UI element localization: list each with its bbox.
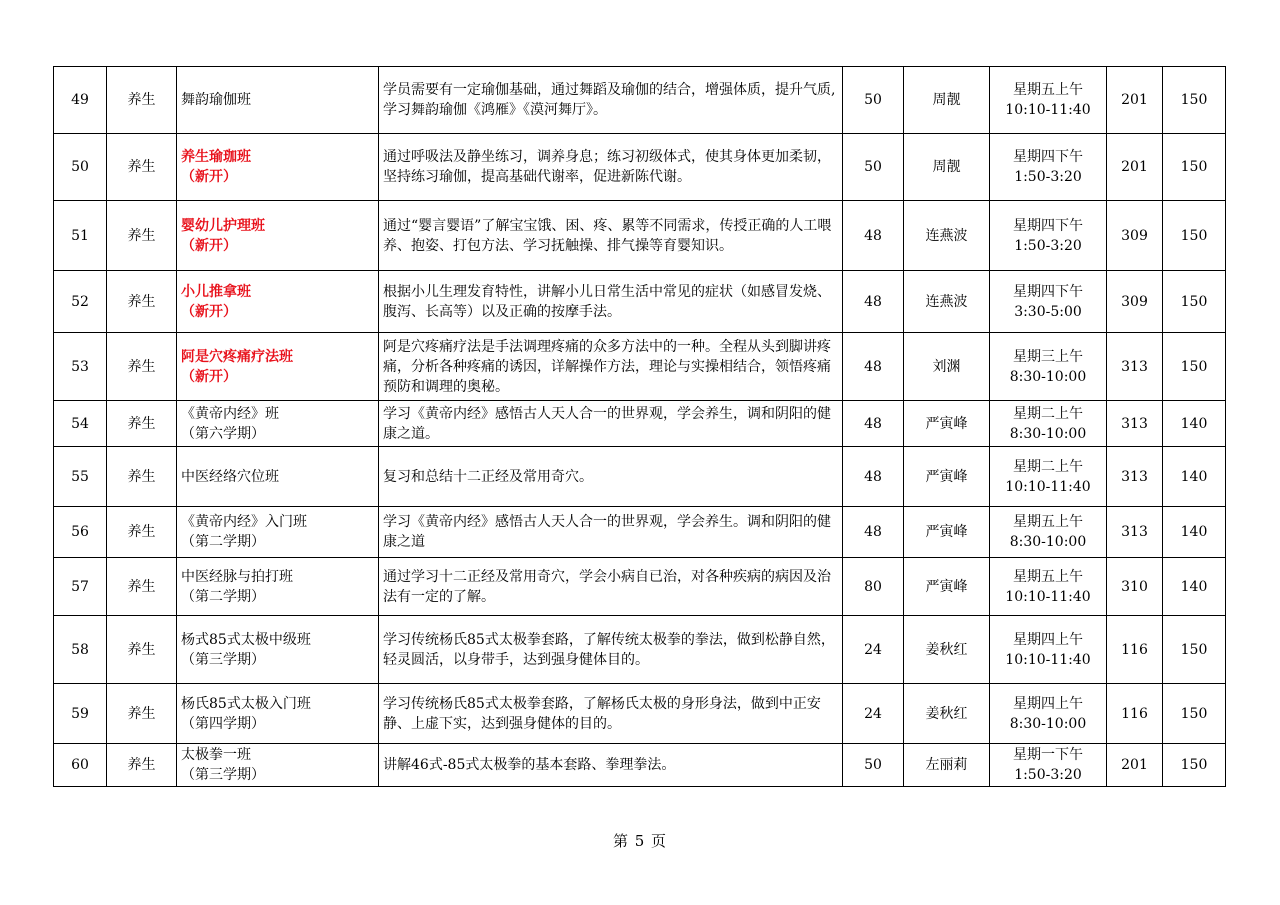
category-cell: 养生 [107,507,177,558]
course-name: 婴幼儿护理班 [181,217,265,234]
time-range: 1:50-3:20 [1014,767,1082,783]
row-number: 52 [54,271,107,333]
table-row [54,201,1226,271]
fee-cell: 150 [1163,67,1226,134]
time-range: 8:30-10:00 [1009,368,1087,385]
teacher-cell: 周靓 [904,134,990,201]
course-name-cell [177,447,379,507]
table-row [54,616,1226,684]
course-name-cell [177,134,379,201]
teacher-cell: 周靓 [904,67,990,134]
time-cell [990,447,1107,507]
fee-cell: 140 [1163,447,1226,507]
course-name: 中医经络穴位班 [181,468,279,485]
table-row [54,447,1226,507]
teacher-cell: 严寅峰 [904,401,990,447]
category-cell: 养生 [107,616,177,684]
row-number: 49 [54,67,107,134]
category-cell: 养生 [107,558,177,616]
category-cell: 养生 [107,684,177,744]
hours-cell: 48 [843,201,904,271]
course-name: 《黄帝内经》班 [181,405,279,422]
course-name-cell [177,201,379,271]
weekday-label: 星期五上午 [1013,514,1083,530]
description-cell: 通过呼吸法及静坐练习，调养身息；练习初级体式，使其身体更加柔韧，坚持练习瑜伽，提高基础代谢率，促进新陈代谢。 [379,134,843,201]
hours-cell: 50 [843,67,904,134]
time-cell [990,271,1107,333]
course-name-sub: （第三学期） [181,651,265,668]
table-row [54,271,1226,333]
room-cell: 309 [1107,201,1163,271]
course-name-sub: （新开） [181,169,237,185]
room-cell: 313 [1107,507,1163,558]
room-cell: 201 [1107,134,1163,201]
room-cell: 313 [1107,401,1163,447]
description-cell: 复习和总结十二正经及常用奇穴。 [379,447,843,507]
category-cell: 养生 [107,333,177,401]
time-range: 10:10-11:40 [1005,588,1091,605]
room-cell: 116 [1107,616,1163,684]
fee-cell: 140 [1163,507,1226,558]
hours-cell: 48 [843,507,904,558]
room-cell: 313 [1107,333,1163,401]
hours-cell: 48 [843,271,904,333]
hours-cell: 50 [843,744,904,787]
room-cell: 310 [1107,558,1163,616]
time-cell [990,744,1107,787]
course-name-sub: （第四学期） [181,715,265,732]
room-cell: 201 [1107,744,1163,787]
weekday-label: 星期四下午 [1013,283,1083,300]
room-cell: 309 [1107,271,1163,333]
weekday-label: 星期五上午 [1013,568,1083,585]
course-name-cell [177,401,379,447]
fee-cell: 140 [1163,401,1226,447]
category-cell: 养生 [107,271,177,333]
hours-cell: 48 [843,333,904,401]
category-cell: 养生 [107,201,177,271]
teacher-cell: 左丽莉 [904,744,990,787]
fee-cell: 150 [1163,744,1226,787]
weekday-label: 星期三上午 [1013,348,1083,365]
description-cell: 学习《黄帝内经》感悟古人天人合一的世界观，学会养生，调和阴阳的健康之道。 [379,401,843,447]
page-number: 第 5 页 [612,832,668,850]
fee-cell: 140 [1163,558,1226,616]
category-cell: 养生 [107,401,177,447]
time-cell [990,401,1107,447]
course-name-sub: （第二学期） [181,534,265,550]
course-name-sub: （第六学期） [181,425,265,442]
time-range: 3:30-5:00 [1014,303,1082,320]
hours-cell: 80 [843,558,904,616]
hours-cell: 24 [843,684,904,744]
time-cell [990,684,1107,744]
weekday-label: 星期四上午 [1013,695,1083,712]
fee-cell: 150 [1163,333,1226,401]
course-name-sub: （新开） [181,237,237,254]
course-name-sub: （新开） [181,368,237,385]
page-footer [0,830,1280,851]
fee-cell: 150 [1163,271,1226,333]
time-cell [990,201,1107,271]
course-name-cell [177,271,379,333]
table-body [54,67,1226,787]
course-table [53,66,1226,787]
row-number: 59 [54,684,107,744]
category-cell: 养生 [107,744,177,787]
row-number: 56 [54,507,107,558]
time-cell [990,67,1107,134]
time-cell [990,507,1107,558]
course-name-sub: （新开） [181,303,237,320]
table-row [54,684,1226,744]
row-number: 54 [54,401,107,447]
time-cell [990,134,1107,201]
description-cell: 学习传统杨氏85式太极拳套路，了解杨氏太极的身形身法，做到中正安静、上虚下实，达到强身健体的目的。 [379,684,843,744]
row-number: 55 [54,447,107,507]
description-cell: 通过学习十二正经及常用奇穴，学会小病自已治，对各种疾病的病因及治法有一定的了解。 [379,558,843,616]
description-cell: 讲解46式-85式太极拳的基本套路、拳理拳法。 [379,744,843,787]
row-number: 57 [54,558,107,616]
time-range: 1:50-3:20 [1014,237,1082,254]
teacher-cell: 严寅峰 [904,507,990,558]
hours-cell: 48 [843,401,904,447]
table-row [54,134,1226,201]
course-name-cell [177,616,379,684]
fee-cell: 150 [1163,201,1226,271]
description-cell: 根据小儿生理发育特性，讲解小儿日常生活中常见的症状（如感冒发烧、腹泻、长高等）以及正确的按摩手法。 [379,271,843,333]
category-cell: 养生 [107,67,177,134]
description-cell: 阿是穴疼痛疗法是手法调理疼痛的众多方法中的一种。全程从头到脚讲疼痛，分析各种疼痛的诱因，详解操作方法，理论与实操相结合，领悟疼痛预防和调理的奥秘。 [379,333,843,401]
course-name-cell [177,684,379,744]
time-cell [990,558,1107,616]
table-row [54,507,1226,558]
room-cell: 313 [1107,447,1163,507]
teacher-cell: 连燕波 [904,271,990,333]
weekday-label: 星期四上午 [1013,631,1083,648]
row-number: 53 [54,333,107,401]
table-row [54,744,1226,787]
weekday-label: 星期二上午 [1013,405,1083,422]
teacher-cell: 严寅峰 [904,447,990,507]
course-name: 养生瑜珈班 [181,149,251,165]
course-name-cell [177,67,379,134]
course-name: 杨式85式太极中级班 [181,631,311,648]
table-row [54,558,1226,616]
course-name-cell [177,744,379,787]
teacher-cell: 连燕波 [904,201,990,271]
category-cell: 养生 [107,447,177,507]
description-cell: 学习传统杨氏85式太极拳套路，了解传统太极拳的拳法，做到松静自然，轻灵圆活，以身带手，达到强身健体目的。 [379,616,843,684]
course-name-cell [177,558,379,616]
time-range: 10:10-11:40 [1005,651,1091,668]
teacher-cell: 姜秋红 [904,616,990,684]
table-row [54,67,1226,134]
course-name: 中医经脉与拍打班 [181,568,293,585]
weekday-label: 星期四下午 [1013,149,1083,165]
table-row [54,333,1226,401]
fee-cell: 150 [1163,684,1226,744]
course-name-cell [177,333,379,401]
description-cell: 学习《黄帝内经》感悟古人天人合一的世界观，学会养生。调和阴阳的健康之道 [379,507,843,558]
table-row [54,401,1226,447]
course-name: 阿是穴疼痛疗法班 [181,348,293,365]
row-number: 60 [54,744,107,787]
time-range: 1:50-3:20 [1014,169,1082,185]
teacher-cell: 刘渊 [904,333,990,401]
weekday-label: 星期五上午 [1013,82,1083,98]
course-name: 杨氏85式太极入门班 [181,695,311,712]
time-range: 8:30-10:00 [1009,425,1087,442]
row-number: 51 [54,201,107,271]
teacher-cell: 严寅峰 [904,558,990,616]
description-cell: 通过“婴言婴语”了解宝宝饿、困、疼、累等不同需求，传授正确的人工喂养、抱姿、打包方法、学习抚触操、排气操等育婴知识。 [379,201,843,271]
row-number: 50 [54,134,107,201]
time-range: 8:30-10:00 [1009,715,1087,732]
fee-cell: 150 [1163,134,1226,201]
course-name-sub: （第三学期） [181,767,265,783]
course-name: 《黄帝内经》入门班 [181,514,307,530]
hours-cell: 24 [843,616,904,684]
course-name: 舞韵瑜伽班 [181,92,251,108]
time-range: 10:10-11:40 [1005,102,1091,118]
time-range: 10:10-11:40 [1005,478,1091,495]
time-cell [990,333,1107,401]
time-cell [990,616,1107,684]
time-range: 8:30-10:00 [1009,534,1087,550]
weekday-label: 星期四下午 [1013,217,1083,234]
hours-cell: 50 [843,134,904,201]
row-number: 58 [54,616,107,684]
teacher-cell: 姜秋红 [904,684,990,744]
course-name-sub: （第二学期） [181,588,265,605]
hours-cell: 48 [843,447,904,507]
fee-cell: 150 [1163,616,1226,684]
weekday-label: 星期二上午 [1013,458,1083,475]
course-name-cell [177,507,379,558]
room-cell: 116 [1107,684,1163,744]
course-name: 小儿推拿班 [181,283,251,300]
description-cell: 学员需要有一定瑜伽基础，通过舞蹈及瑜伽的结合，增强体质，提升气质,学习舞韵瑜伽《鸿雁》《漠河舞厅》。 [379,67,843,134]
category-cell: 养生 [107,134,177,201]
course-name: 太极拳一班 [181,747,251,763]
room-cell: 201 [1107,67,1163,134]
weekday-label: 星期一下午 [1013,747,1083,763]
